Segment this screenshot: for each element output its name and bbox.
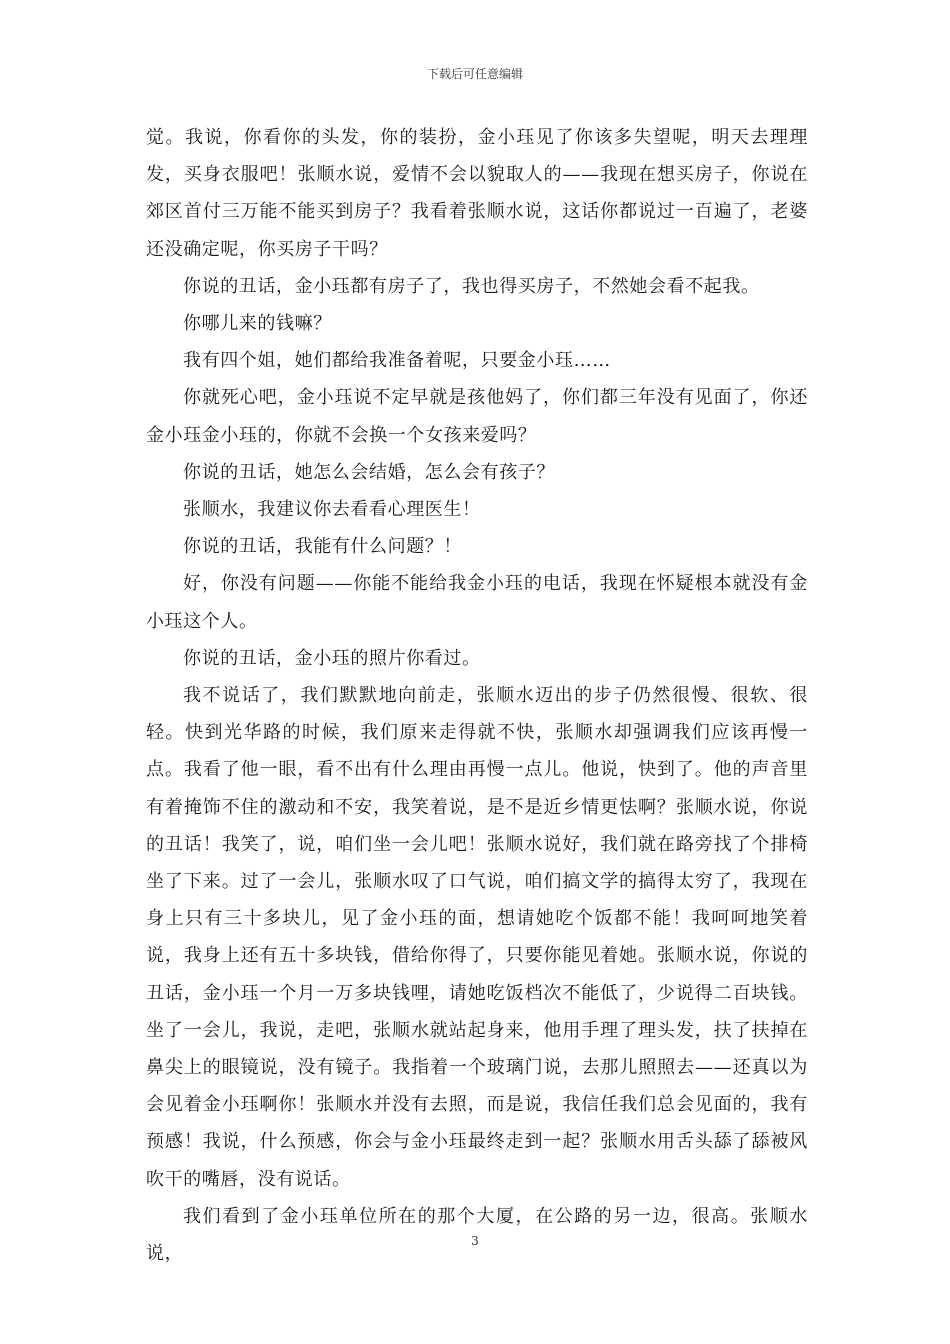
page-header: 下载后可任意编辑 <box>426 67 523 81</box>
paragraph: 张顺水，我建议你去看看心理医生！ <box>183 499 481 521</box>
paragraph-continuation: 觉。我说，你看你的头发，你的装扮，金小珏见了你该多失望呢，明天去理理发，买身衣服吧！张顺水说，爱情不会以貌取人的——我现在想买房子，你说在郊区首付三万能不能买到房子？我看着张顺水说，这话你都说过一百遍了，老婆还没确定呢，你买房子干吗？ <box>146 127 808 260</box>
paragraph: 我们看到了金小珏单位所在的那个大厦，在公路的另一边，很高。张顺水说， <box>146 1205 808 1265</box>
paragraph: 你就死心吧，金小珏说不定早就是孩他妈了，你们都三年没有见面了，你还金小珏金小珏的，你就不会换一个女孩来爱吗？ <box>146 387 808 446</box>
paragraph: 你说的丑话，她怎么会结婚，怎么会有孩子？ <box>183 461 555 483</box>
paragraph: 我有四个姐，她们都给我准备着呢，只要金小珏…… <box>183 350 611 372</box>
paragraph: 我不说话了，我们默默地向前走，张顺水迈出的步子仍然很慢、很软、很轻。快到光华路的时候，我们原来走得就不快，张顺水却强调我们应该再慢一点。我看了他一眼，看不出有什么理由再慢一点儿。他说，快到了。他的声音里有着掩饰不住的激动和不安，我笑着说，是不是近乡情更怯啊？张顺水说，你说的丑话！我笑了，说，咱们坐一会儿吧！张顺水说好，我们就在路旁找了个排椅坐了下来。过了一会儿，张顺水叹了口气说，咱们搞文学的搞得太穷了，我现在身上只有三十多块儿，见了金小珏的面，想请她吃个饭都不能！我呵呵地笑着说，我身上还有五十多块钱，借给你得了，只要你能见着她。张顺水说，你说的丑话，金小珏一个月一万多块钱哩，请她吃饭档次不能低了，少说得二百块钱。坐了一会儿，我说，走吧，张顺水就站起身来，他用手理了理头发，扶了扶掉在鼻尖上的眼镜说，没有镜子。我指着一个玻璃门说，去那儿照照去——还真以为会见着金小珏啊你！张顺水并没有去照，而是说，我信任我们总会见面的，我有预感！我说，什么预感，你会与金小珏最终走到一起？张顺水用舌头舔了舔被风吹干的嘴唇，没有说话。 <box>146 685 808 1190</box>
paragraph: 你说的丑话，金小珏的照片你看过。 <box>183 647 481 669</box>
page-number: 3 <box>471 1234 479 1248</box>
paragraph: 你哪儿来的钱嘛？ <box>183 313 332 335</box>
document-body <box>146 119 808 1272</box>
paragraph: 你说的丑话，金小珏都有房子了，我也得买房子，不然她会看不起我。 <box>183 275 760 297</box>
paragraph: 你说的丑话，我能有什么问题？！ <box>183 536 462 558</box>
paragraph: 好，你没有问题——你能不能给我金小珏的电话，我现在怀疑根本就没有金小珏这个人。 <box>146 573 808 632</box>
